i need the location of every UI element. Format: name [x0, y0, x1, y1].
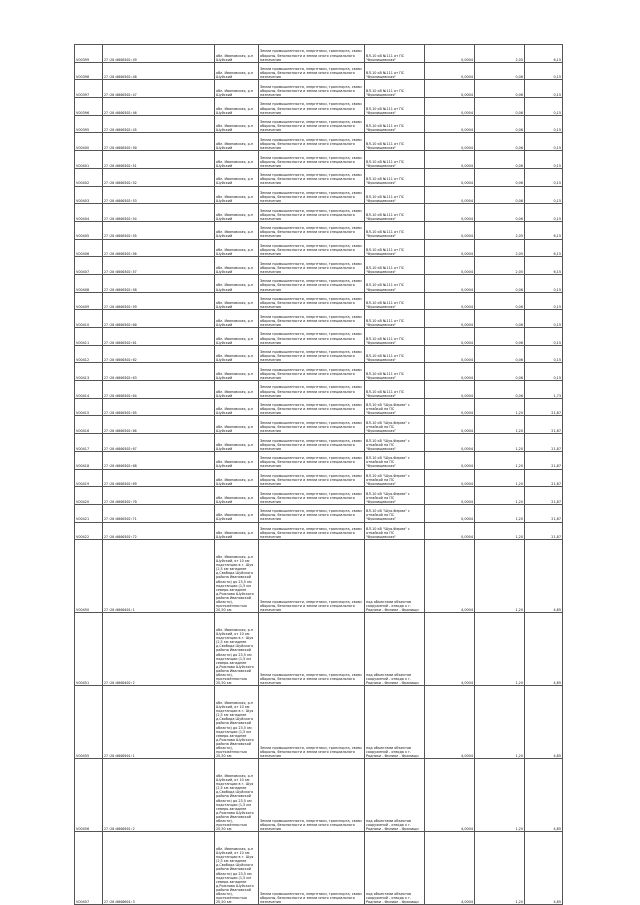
permitted-use-cell: ВЛ-10 кВ №111 от ПС "Фролищевская": [365, 345, 425, 363]
cadastral-number-cell: 27:20:0000302:64: [103, 381, 215, 399]
table-row: [75, 221, 563, 239]
rate-cell: 0,06: [475, 381, 525, 399]
table-row: [75, 345, 563, 363]
address-cell: обл. Ивановская, р-н Шуйский: [215, 151, 259, 169]
amount-cell: 0,15: [525, 345, 563, 363]
address-cell: обл. Ивановская, р-н Шуйский: [215, 204, 259, 222]
permitted-use-cell: ВЛ-10 кВ "Шуя-Ферма" с отпайкой на ПС "Фролищевская": [365, 416, 425, 434]
cadastral-number-cell: 27:20:0000501:2: [103, 759, 215, 832]
land-category-cell: Земли промышленности, энергетики, транспорта, связи обороны, безопасности и земли иного специального назначения: [259, 363, 365, 381]
rate-cell: 1,20: [475, 487, 525, 505]
amount-cell: 0,15: [525, 186, 563, 204]
address-cell: обл. Ивановская, р-н Шуйский: [215, 62, 259, 80]
address-cell: обл. Ивановская, р-н Шуйский: [215, 451, 259, 469]
table-row: [75, 310, 563, 328]
permitted-use-cell: под объектами объектов сооружений - отвода к г. Родники - Филиал - Фролищи: [365, 540, 425, 613]
address-cell: обл. Ивановская, р-н Шуйский: [215, 98, 259, 116]
area-cell: 0,0004: [425, 239, 475, 257]
amount-cell: 21,87: [525, 434, 563, 452]
area-cell: 0,0004: [425, 416, 475, 434]
table-row: [75, 381, 563, 399]
address-cell: обл. Ивановская, р-н Шуйский: [215, 292, 259, 310]
table-row: [75, 832, 563, 905]
address-cell: обл. Ивановская, р-н Шуйский, от 10 км подстанции в г. Шуя (2,5 км западнее д.Свобода Шуйского района Ивановской области) до 23,5 км подстанции (1,5 км северо-западнее д.Рожново Шуйского района Ивановской области), протяжённостью 20,50 км: [215, 613, 259, 686]
cadastral-number-cell: 27:20:0000302:53: [103, 186, 215, 204]
table-row: [75, 540, 563, 613]
rate-cell: 1,20: [475, 451, 525, 469]
area-cell: 0,0004: [425, 381, 475, 399]
area-cell: 0,0004: [425, 204, 475, 222]
rate-cell: 0,06: [475, 363, 525, 381]
amount-cell: 0,15: [525, 133, 563, 151]
cadastral-number-cell: 27:20:0000302:62: [103, 345, 215, 363]
rate-cell: 1,20: [475, 832, 525, 905]
cadastral-number-cell: 27:20:0000302:55: [103, 221, 215, 239]
cadastral-number-cell: 27:20:0000302:45: [103, 115, 215, 133]
cadastral-number-cell: 27:20:0000302:56: [103, 239, 215, 257]
record-id-cell: V00399: [75, 45, 103, 63]
amount-cell: 6,15: [525, 257, 563, 275]
permitted-use-cell: ВЛ-10 кВ "Шуя-Ферма" с отпайкой на ПС "Фролищевская": [365, 469, 425, 487]
record-id-cell: V00418: [75, 451, 103, 469]
record-id-cell: V00406: [75, 239, 103, 257]
area-cell: 0,0004: [425, 62, 475, 80]
rate-cell: 1,20: [475, 504, 525, 522]
land-category-cell: Земли промышленности, энергетики, транспорта, связи обороны, безопасности и земли иного специального назначения: [259, 416, 365, 434]
land-category-cell: Земли промышленности, энергетики, транспорта, связи обороны, безопасности и земли иного специального назначения: [259, 239, 365, 257]
permitted-use-cell: ВЛ-10 кВ "Шуя-Ферма" с отпайкой на ПС "Фролищевская": [365, 504, 425, 522]
amount-cell: 0,15: [525, 292, 563, 310]
record-id-cell: V00407: [75, 257, 103, 275]
amount-cell: 0,15: [525, 274, 563, 292]
amount-cell: 6,15: [525, 45, 563, 63]
rate-cell: 0,06: [475, 186, 525, 204]
area-cell: 0,0004: [425, 186, 475, 204]
table-row: [75, 398, 563, 416]
amount-cell: 4,85: [525, 759, 563, 832]
rate-cell: 1,20: [475, 613, 525, 686]
land-category-cell: Земли промышленности, энергетики, транспорта, связи обороны, безопасности и земли иного специального назначения: [259, 328, 365, 346]
record-id-cell: V00401: [75, 151, 103, 169]
area-cell: 0,0004: [425, 151, 475, 169]
amount-cell: 21,87: [525, 416, 563, 434]
address-cell: обл. Ивановская, р-н Шуйский: [215, 186, 259, 204]
area-cell: 4,0004: [425, 832, 475, 905]
rate-cell: 1,20: [475, 540, 525, 613]
permitted-use-cell: под объектами объектов сооружений - отвода к г. Родники - Филиал - Фролищи: [365, 613, 425, 686]
area-cell: 0,0004: [425, 45, 475, 63]
cadastral-number-cell: 27:20:0000302:66: [103, 416, 215, 434]
cadastral-number-cell: 27:20:0000302:65: [103, 398, 215, 416]
rate-cell: 1,20: [475, 522, 525, 540]
table-row: [75, 759, 563, 832]
rate-cell: 1,20: [475, 469, 525, 487]
address-cell: обл. Ивановская, р-н Шуйский: [215, 133, 259, 151]
record-id-cell: V00410: [75, 310, 103, 328]
record-id-cell: V00417: [75, 434, 103, 452]
permitted-use-cell: ВЛ-10 кВ №111 от ПС "Фролищевская": [365, 363, 425, 381]
rate-cell: 1,20: [475, 398, 525, 416]
cadastral-number-cell: 27:20:0000302:46: [103, 98, 215, 116]
address-cell: обл. Ивановская, р-н Шуйский: [215, 398, 259, 416]
record-id-cell: V00409: [75, 292, 103, 310]
address-cell: обл. Ивановская, р-н Шуйский: [215, 416, 259, 434]
address-cell: обл. Ивановская, р-н Шуйский: [215, 239, 259, 257]
address-cell: обл. Ивановская, р-н Шуйский: [215, 80, 259, 98]
permitted-use-cell: ВЛ-10 кВ №111 от ПС "Фролищевская": [365, 151, 425, 169]
rate-cell: 0,06: [475, 115, 525, 133]
amount-cell: 0,15: [525, 62, 563, 80]
land-category-cell: Земли промышленности, энергетики, транспорта, связи обороны, безопасности и земли иного специального назначения: [259, 398, 365, 416]
permitted-use-cell: ВЛ-10 кВ №111 от ПС "Фролищевская": [365, 221, 425, 239]
area-cell: 0,0004: [425, 504, 475, 522]
address-cell: обл. Ивановская, р-н Шуйский: [215, 363, 259, 381]
land-category-cell: Земли промышленности, энергетики, транспорта, связи обороны, безопасности и земли иного специального назначения: [259, 274, 365, 292]
amount-cell: 0,15: [525, 80, 563, 98]
amount-cell: 0,15: [525, 328, 563, 346]
amount-cell: 6,15: [525, 221, 563, 239]
address-cell: обл. Ивановская, р-н Шуйский: [215, 522, 259, 540]
amount-cell: 4,85: [525, 540, 563, 613]
rate-cell: 0,06: [475, 168, 525, 186]
area-cell: 0,0004: [425, 451, 475, 469]
permitted-use-cell: ВЛ-10 кВ "Шуя-Ферма" с отпайкой на ПС "Фролищевская": [365, 487, 425, 505]
land-category-cell: Земли промышленности, энергетики, транспорта, связи обороны, безопасности и земли иного специального назначения: [259, 504, 365, 522]
table-row: [75, 363, 563, 381]
record-id-cell: V00405: [75, 221, 103, 239]
rate-cell: 0,06: [475, 274, 525, 292]
cadastral-number-cell: 27:20:0000302:50: [103, 133, 215, 151]
cadastral-number-cell: 27:20:0000302:52: [103, 168, 215, 186]
permitted-use-cell: под объектами объектов сооружений - отвода к г. Родники - Филиал - Фролищи: [365, 832, 425, 905]
rate-cell: 0,06: [475, 328, 525, 346]
amount-cell: 4,85: [525, 832, 563, 905]
amount-cell: 6,15: [525, 239, 563, 257]
address-cell: обл. Ивановская, р-н Шуйский: [215, 310, 259, 328]
area-cell: 0,0004: [425, 363, 475, 381]
area-cell: 4,0004: [425, 613, 475, 686]
cadastral-number-cell: 27:20:0000302:57: [103, 257, 215, 275]
cadastral-number-cell: 27:20:0000601:3: [103, 832, 215, 905]
amount-cell: 1,73: [525, 381, 563, 399]
land-category-cell: Земли промышленности, энергетики, транспорта, связи обороны, безопасности и земли иного специального назначения: [259, 345, 365, 363]
table-row: [75, 257, 563, 275]
rate-cell: 2,05: [475, 45, 525, 63]
amount-cell: 0,15: [525, 363, 563, 381]
cadastral-number-cell: 27:20:0000501:1: [103, 686, 215, 759]
area-cell: 0,0004: [425, 310, 475, 328]
cadastral-number-cell: 27:20:0000302:54: [103, 204, 215, 222]
table-row: [75, 613, 563, 686]
record-id-cell: V00413: [75, 363, 103, 381]
permitted-use-cell: под объектами объектов сооружений - отвода к г. Родники - Филиал - Фролищи: [365, 759, 425, 832]
address-cell: обл. Ивановская, р-н Шуйский: [215, 45, 259, 63]
table-row: [75, 686, 563, 759]
rate-cell: 0,06: [475, 62, 525, 80]
permitted-use-cell: ВЛ-10 кВ №111 от ПС "Фролищевская": [365, 115, 425, 133]
land-register-table: [74, 44, 563, 905]
permitted-use-cell: ВЛ-10 кВ №111 от ПС "Фролищевская": [365, 168, 425, 186]
table-row: [75, 115, 563, 133]
land-category-cell: Земли промышленности, энергетики, транспорта, связи обороны, безопасности и земли иного специального назначения: [259, 62, 365, 80]
amount-cell: 0,15: [525, 310, 563, 328]
address-cell: обл. Ивановская, р-н Шуйский: [215, 381, 259, 399]
area-cell: 0,0004: [425, 469, 475, 487]
amount-cell: 0,15: [525, 204, 563, 222]
area-cell: 0,0004: [425, 328, 475, 346]
permitted-use-cell: ВЛ-10 кВ "Шуя-Ферма" с отпайкой на ПС "Фролищевская": [365, 522, 425, 540]
table-row: [75, 133, 563, 151]
amount-cell: 0,15: [525, 168, 563, 186]
permitted-use-cell: ВЛ-10 кВ №111 от ПС "Фролищевская": [365, 204, 425, 222]
land-category-cell: Земли промышленности, энергетики, транспорта, связи обороны, безопасности и земли иного специального назначения: [259, 98, 365, 116]
rate-cell: 0,06: [475, 204, 525, 222]
record-id-cell: V00404: [75, 204, 103, 222]
record-id-cell: V00456: [75, 759, 103, 832]
cadastral-number-cell: 27:20:0000302:49: [103, 45, 215, 63]
land-category-cell: Земли промышленности, энергетики, транспорта, связи обороны, безопасности и земли иного специального назначения: [259, 204, 365, 222]
area-cell: 0,0004: [425, 80, 475, 98]
table-row: [75, 168, 563, 186]
address-cell: обл. Ивановская, р-н Шуйский, от 10 км подстанции в г. Шуя (2,5 км западнее д.Свобода Шуйского района Ивановской области) до 23,5 км подстанции (1,5 км северо-западнее д.Рожново Шуйского района Ивановской области), протяжённостью 20,50 км: [215, 832, 259, 905]
amount-cell: 21,87: [525, 469, 563, 487]
table-row: [75, 522, 563, 540]
address-cell: обл. Ивановская, р-н Шуйский: [215, 257, 259, 275]
rate-cell: 2,05: [475, 239, 525, 257]
record-id-cell: V00450: [75, 540, 103, 613]
permitted-use-cell: ВЛ-10 кВ "Шуя-Ферма" с отпайкой на ПС "Фролищевская": [365, 398, 425, 416]
land-category-cell: Земли промышленности, энергетики, транспорта, связи обороны, безопасности и земли иного специального назначения: [259, 759, 365, 832]
address-cell: обл. Ивановская, р-н Шуйский: [215, 221, 259, 239]
table-row: [75, 292, 563, 310]
address-cell: обл. Ивановская, р-н Шуйский: [215, 115, 259, 133]
area-cell: 0,0004: [425, 398, 475, 416]
area-cell: 0,0004: [425, 487, 475, 505]
permitted-use-cell: ВЛ-10 кВ №111 от ПС "Фролищевская": [365, 80, 425, 98]
table-row: [75, 504, 563, 522]
permitted-use-cell: ВЛ-10 кВ №111 от ПС "Фролищевская": [365, 98, 425, 116]
table-row: [75, 151, 563, 169]
record-id-cell: V00395: [75, 115, 103, 133]
table-row: [75, 451, 563, 469]
land-category-cell: Земли промышленности, энергетики, транспорта, связи обороны, безопасности и земли иного специального назначения: [259, 168, 365, 186]
land-category-cell: Земли промышленности, энергетики, транспорта, связи обороны, безопасности и земли иного специального назначения: [259, 469, 365, 487]
area-cell: 4,0004: [425, 759, 475, 832]
table-row: [75, 469, 563, 487]
area-cell: 0,0004: [425, 292, 475, 310]
amount-cell: 21,87: [525, 451, 563, 469]
permitted-use-cell: ВЛ-10 кВ №111 от ПС "Фролищевская": [365, 186, 425, 204]
land-category-cell: Земли промышленности, энергетики, транспорта, связи обороны, безопасности и земли иного специального назначения: [259, 292, 365, 310]
rate-cell: 1,20: [475, 416, 525, 434]
table-row: [75, 274, 563, 292]
amount-cell: 21,87: [525, 398, 563, 416]
rate-cell: 0,06: [475, 292, 525, 310]
rate-cell: 2,05: [475, 257, 525, 275]
amount-cell: 0,15: [525, 151, 563, 169]
record-id-cell: V00412: [75, 345, 103, 363]
record-id-cell: V00416: [75, 416, 103, 434]
cadastral-number-cell: 27:20:0000302:70: [103, 487, 215, 505]
record-id-cell: V00402: [75, 168, 103, 186]
record-id-cell: V00408: [75, 274, 103, 292]
address-cell: обл. Ивановская, р-н Шуйский, от 10 км подстанции в г. Шуя (2,5 км западнее д.Свобода Шуйского района Ивановской области) до 23,5 км подстанции (1,5 км северо-западнее д.Рожново Шуйского района Ивановской области), протяжённостью 20,50 км: [215, 686, 259, 759]
cadastral-number-cell: 27:20:0000302:48: [103, 62, 215, 80]
table-row: [75, 45, 563, 63]
area-cell: 0,0004: [425, 98, 475, 116]
cadastral-number-cell: 27:20:0000302:60: [103, 310, 215, 328]
permitted-use-cell: под объектами объектов сооружений - отвода к г. Родники - Филиал - Фролищи: [365, 686, 425, 759]
rate-cell: 0,06: [475, 98, 525, 116]
record-id-cell: V00403: [75, 186, 103, 204]
record-id-cell: V00421: [75, 504, 103, 522]
area-cell: 0,0004: [425, 257, 475, 275]
cadastral-number-cell: 27:20:0000302:72: [103, 522, 215, 540]
record-id-cell: V00420: [75, 487, 103, 505]
record-id-cell: V00455: [75, 686, 103, 759]
record-id-cell: V00396: [75, 98, 103, 116]
address-cell: обл. Ивановская, р-н Шуйский: [215, 434, 259, 452]
land-category-cell: Земли промышленности, энергетики, транспорта, связи обороны, безопасности и земли иного специального назначения: [259, 434, 365, 452]
table-row: [75, 80, 563, 98]
rate-cell: 2,05: [475, 221, 525, 239]
record-id-cell: V00400: [75, 133, 103, 151]
address-cell: обл. Ивановская, р-н Шуйский: [215, 504, 259, 522]
amount-cell: 0,15: [525, 98, 563, 116]
permitted-use-cell: ВЛ-10 кВ №111 от ПС "Фролищевская": [365, 381, 425, 399]
land-category-cell: Земли промышленности, энергетики, транспорта, связи обороны, безопасности и земли иного специального назначения: [259, 151, 365, 169]
table-row: [75, 62, 563, 80]
table-row: [75, 416, 563, 434]
table-row: [75, 239, 563, 257]
rate-cell: 0,06: [475, 80, 525, 98]
cadastral-number-cell: 27:20:0000302:51: [103, 151, 215, 169]
amount-cell: 21,87: [525, 487, 563, 505]
amount-cell: 21,87: [525, 504, 563, 522]
record-id-cell: V00414: [75, 381, 103, 399]
rate-cell: 0,06: [475, 345, 525, 363]
cadastral-number-cell: 27:20:0000302:67: [103, 434, 215, 452]
land-category-cell: Земли промышленности, энергетики, транспорта, связи обороны, безопасности и земли иного специального назначения: [259, 80, 365, 98]
permitted-use-cell: ВЛ-10 кВ №111 от ПС "Фролищевская": [365, 292, 425, 310]
area-cell: 0,0004: [425, 168, 475, 186]
land-category-cell: Земли промышленности, энергетики, транспорта, связи обороны, безопасности и земли иного специального назначения: [259, 540, 365, 613]
amount-cell: 21,87: [525, 522, 563, 540]
record-id-cell: V00419: [75, 469, 103, 487]
land-category-cell: Земли промышленности, энергетики, транспорта, связи обороны, безопасности и земли иного специального назначения: [259, 257, 365, 275]
area-cell: 0,0004: [425, 221, 475, 239]
permitted-use-cell: ВЛ-10 кВ "Шуя-Ферма" с отпайкой на ПС "Фролищевская": [365, 451, 425, 469]
land-category-cell: Земли промышленности, энергетики, транспорта, связи обороны, безопасности и земли иного специального назначения: [259, 832, 365, 905]
rate-cell: 1,20: [475, 686, 525, 759]
record-id-cell: V00451: [75, 613, 103, 686]
cadastral-number-cell: 27:20:0000302:69: [103, 469, 215, 487]
permitted-use-cell: ВЛ-10 кВ №111 от ПС "Фролищевская": [365, 328, 425, 346]
area-cell: 4,0004: [425, 686, 475, 759]
area-cell: 4,0004: [425, 540, 475, 613]
cadastral-number-cell: 27:20:0000302:68: [103, 451, 215, 469]
area-cell: 0,0004: [425, 434, 475, 452]
cadastral-number-cell: 27:20:0000302:59: [103, 292, 215, 310]
permitted-use-cell: ВЛ-10 кВ №111 от ПС "Фролищевская": [365, 257, 425, 275]
area-cell: 0,0004: [425, 522, 475, 540]
amount-cell: 0,15: [525, 115, 563, 133]
land-category-cell: Земли промышленности, энергетики, транспорта, связи обороны, безопасности и земли иного специального назначения: [259, 133, 365, 151]
area-cell: 0,0004: [425, 115, 475, 133]
address-cell: обл. Ивановская, р-н Шуйский, от 10 км подстанции в г. Шуя (2,5 км западнее д.Свобода Шуйского района Ивановской области) до 23,5 км подстанции (1,5 км северо-западнее д.Рожново Шуйского района Ивановской области), протяжённостью 20,50 км: [215, 540, 259, 613]
record-id-cell: V00398: [75, 62, 103, 80]
address-cell: обл. Ивановская, р-н Шуйский: [215, 487, 259, 505]
table-row: [75, 98, 563, 116]
land-category-cell: Земли промышленности, энергетики, транспорта, связи обороны, безопасности и земли иного специального назначения: [259, 221, 365, 239]
land-category-cell: Земли промышленности, энергетики, транспорта, связи обороны, безопасности и земли иного специального назначения: [259, 451, 365, 469]
land-category-cell: Земли промышленности, энергетики, транспорта, связи обороны, безопасности и земли иного специального назначения: [259, 522, 365, 540]
table-row: [75, 434, 563, 452]
table-row: [75, 487, 563, 505]
land-category-cell: Земли промышленности, энергетики, транспорта, связи обороны, безопасности и земли иного специального назначения: [259, 186, 365, 204]
address-cell: обл. Ивановская, р-н Шуйский, от 10 км подстанции в г. Шуя (2,5 км западнее д.Свобода Шуйского района Ивановской области) до 23,5 км подстанции (1,5 км северо-западнее д.Рожново Шуйского района Ивановской области), протяжённостью 20,50 км: [215, 759, 259, 832]
record-id-cell: V00397: [75, 80, 103, 98]
table-row: [75, 186, 563, 204]
area-cell: 0,0004: [425, 133, 475, 151]
cadastral-number-cell: 27:20:0000401:1: [103, 540, 215, 613]
land-category-cell: Земли промышленности, энергетики, транспорта, связи обороны, безопасности и земли иного специального назначения: [259, 613, 365, 686]
table-row: [75, 328, 563, 346]
amount-cell: 4,85: [525, 613, 563, 686]
address-cell: обл. Ивановская, р-н Шуйский: [215, 469, 259, 487]
address-cell: обл. Ивановская, р-н Шуйский: [215, 328, 259, 346]
rate-cell: 0,06: [475, 310, 525, 328]
address-cell: обл. Ивановская, р-н Шуйский: [215, 274, 259, 292]
address-cell: обл. Ивановская, р-н Шуйский: [215, 168, 259, 186]
rate-cell: 1,20: [475, 759, 525, 832]
permitted-use-cell: ВЛ-10 кВ №111 от ПС "Фролищевская": [365, 310, 425, 328]
permitted-use-cell: ВЛ-10 кВ №111 от ПС "Фролищевская": [365, 45, 425, 63]
land-category-cell: Земли промышленности, энергетики, транспорта, связи обороны, безопасности и земли иного специального назначения: [259, 487, 365, 505]
record-id-cell: V00457: [75, 832, 103, 905]
record-id-cell: V00422: [75, 522, 103, 540]
cadastral-number-cell: 27:20:0000302:71: [103, 504, 215, 522]
cadastral-number-cell: 27:20:0000302:58: [103, 274, 215, 292]
permitted-use-cell: ВЛ-10 кВ №111 от ПС "Фролищевская": [365, 62, 425, 80]
area-cell: 0,0004: [425, 345, 475, 363]
land-category-cell: Земли промышленности, энергетики, транспорта, связи обороны, безопасности и земли иного специального назначения: [259, 45, 365, 63]
table-row: [75, 204, 563, 222]
record-id-cell: V00411: [75, 328, 103, 346]
rate-cell: 0,06: [475, 151, 525, 169]
cadastral-number-cell: 27:20:0000302:63: [103, 363, 215, 381]
cadastral-number-cell: 27:20:0000302:61: [103, 328, 215, 346]
land-category-cell: Земли промышленности, энергетики, транспорта, связи обороны, безопасности и земли иного специального назначения: [259, 115, 365, 133]
cadastral-number-cell: 27:20:0000402:2: [103, 613, 215, 686]
rate-cell: 1,20: [475, 434, 525, 452]
cadastral-number-cell: 27:20:0000302:47: [103, 80, 215, 98]
rate-cell: 0,06: [475, 133, 525, 151]
record-id-cell: V00415: [75, 398, 103, 416]
land-category-cell: Земли промышленности, энергетики, транспорта, связи обороны, безопасности и земли иного специального назначения: [259, 310, 365, 328]
land-category-cell: Земли промышленности, энергетики, транспорта, связи обороны, безопасности и земли иного специального назначения: [259, 686, 365, 759]
amount-cell: 4,85: [525, 686, 563, 759]
permitted-use-cell: ВЛ-10 кВ №111 от ПС "Фролищевская": [365, 274, 425, 292]
address-cell: обл. Ивановская, р-н Шуйский: [215, 345, 259, 363]
area-cell: 0,0004: [425, 274, 475, 292]
permitted-use-cell: ВЛ-10 кВ №111 от ПС "Фролищевская": [365, 239, 425, 257]
land-category-cell: Земли промышленности, энергетики, транспорта, связи обороны, безопасности и земли иного специального назначения: [259, 381, 365, 399]
permitted-use-cell: ВЛ-10 кВ №111 от ПС "Фролищевская": [365, 133, 425, 151]
permitted-use-cell: ВЛ-10 кВ "Шуя-Ферма" с отпайкой на ПС "Фролищевская": [365, 434, 425, 452]
